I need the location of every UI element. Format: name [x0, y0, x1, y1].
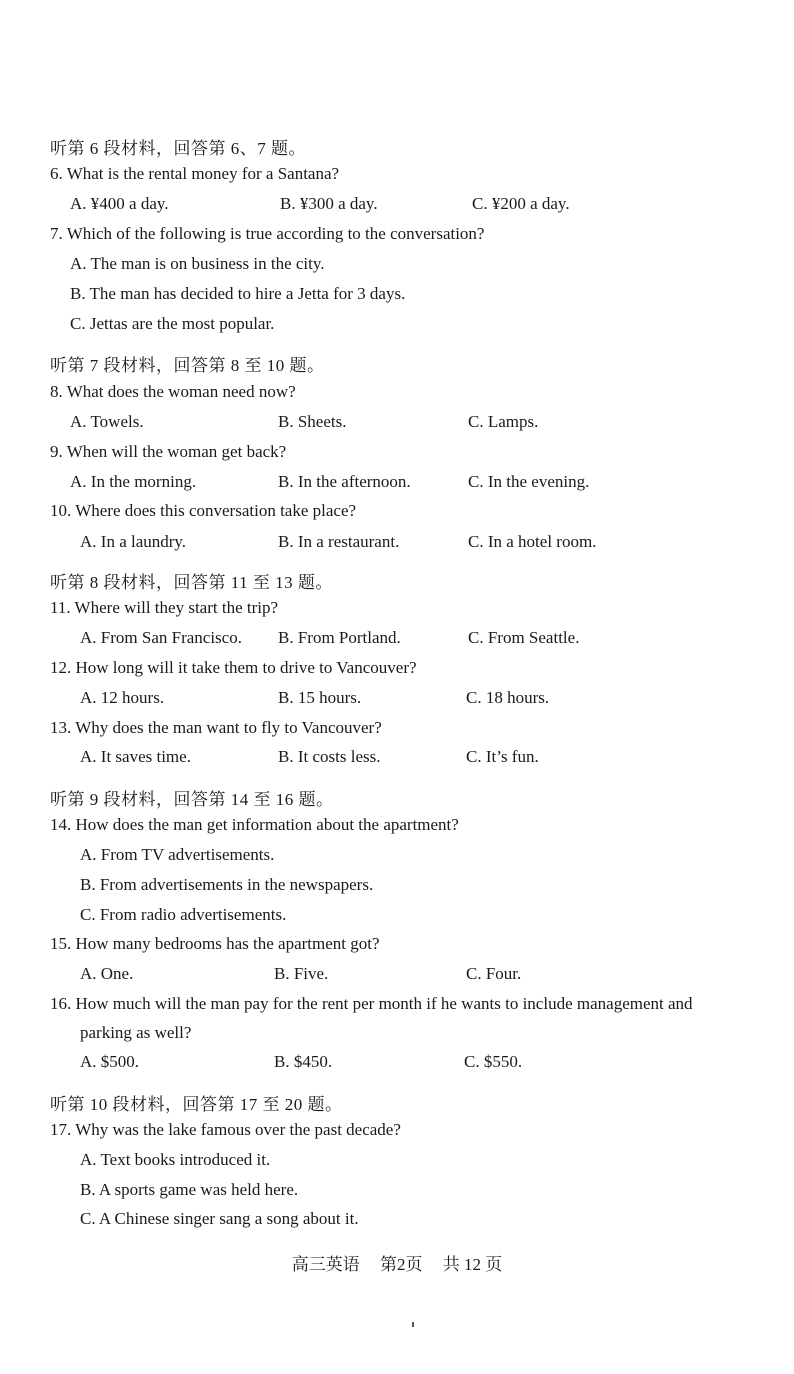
question-16-option-a: A. $500. [80, 1052, 140, 1071]
question-8-option-a: A. Towels. [70, 412, 144, 431]
question-14-option-a: A. From TV advertisements. [80, 845, 275, 864]
page-footer [0, 1250, 794, 1275]
section-heading-9: 听第 9 段材料，回答第 14 至 16 题。 [50, 790, 334, 809]
question-7: 7. Which of the following is true according to the conversation? [50, 224, 485, 243]
question-10-option-c: C. In a hotel room. [468, 532, 597, 551]
question-11-option-b: B. From Portland. [278, 628, 401, 647]
scan-speck [412, 1322, 414, 1327]
question-11-option-c: C. From Seattle. [468, 628, 580, 647]
question-8-option-b: B. Sheets. [278, 412, 347, 431]
question-6-option-a: A. ¥400 a day. [70, 194, 169, 213]
question-13-option-b: B. It costs less. [278, 747, 381, 766]
question-8: 8. What does the woman need now? [50, 382, 296, 401]
question-15-option-c: C. Four. [466, 964, 522, 983]
section-heading-6: 听第 6 段材料，回答第 6、7 题。 [50, 139, 306, 158]
question-16-line-2: parking as well? [80, 1023, 192, 1042]
question-14-option-c: C. From radio advertisements. [80, 905, 287, 924]
question-17-option-a: A. Text books introduced it. [80, 1150, 271, 1169]
footer-total-pages: 共 12 页 [442, 1255, 503, 1274]
question-17-option-c: C. A Chinese singer sang a song about it. [80, 1209, 359, 1228]
footer-subject: 高三英语 [291, 1255, 360, 1274]
question-6: 6. What is the rental money for a Santana? [50, 164, 340, 183]
question-8-option-c: C. Lamps. [468, 412, 539, 431]
question-12-option-c: C. 18 hours. [466, 688, 550, 707]
question-6-option-c: C. ¥200 a day. [472, 194, 570, 213]
question-12-option-a: A. 12 hours. [80, 688, 165, 707]
footer-page-number: 第2页 [380, 1255, 423, 1274]
question-14: 14. How does the man get information about the apartment? [50, 815, 459, 834]
question-9-option-c: C. In the evening. [468, 472, 590, 491]
question-10: 10. Where does this conversation take place? [50, 501, 357, 520]
question-7-option-c: C. Jettas are the most popular. [70, 314, 275, 333]
question-16-option-c: C. $550. [464, 1052, 523, 1071]
question-11-option-a: A. From San Francisco. [80, 628, 242, 647]
question-15-option-a: A. One. [80, 964, 134, 983]
question-16-option-b: B. $450. [274, 1052, 333, 1071]
question-7-option-b: B. The man has decided to hire a Jetta for 3 days. [70, 284, 406, 303]
question-14-option-b: B. From advertisements in the newspapers. [80, 875, 374, 894]
question-9-option-a: A. In the morning. [70, 472, 197, 491]
section-heading-8: 听第 8 段材料，回答第 11 至 13 题。 [50, 573, 333, 592]
question-16-line-1: 16. How much will the man pay for the rent per month if he wants to include management and [50, 994, 693, 1013]
question-10-option-b: B. In a restaurant. [278, 532, 400, 551]
question-15: 15. How many bedrooms has the apartment got? [50, 934, 380, 953]
question-7-option-a: A. The man is on business in the city. [70, 254, 325, 273]
question-12-option-b: B. 15 hours. [278, 688, 362, 707]
section-heading-10: 听第 10 段材料，回答第 17 至 20 题。 [50, 1095, 343, 1114]
question-17-option-b: B. A sports game was held here. [80, 1180, 299, 1199]
question-6-option-b: B. ¥300 a day. [280, 194, 378, 213]
question-11: 11. Where will they start the trip? [50, 598, 279, 617]
question-13-option-c: C. It’s fun. [466, 747, 539, 766]
question-9-option-b: B. In the afternoon. [278, 472, 411, 491]
question-13: 13. Why does the man want to fly to Vancouver? [50, 718, 382, 737]
section-heading-7: 听第 7 段材料，回答第 8 至 10 题。 [50, 356, 325, 375]
question-12: 12. How long will it take them to drive to Vancouver? [50, 658, 417, 677]
question-9: 9. When will the woman get back? [50, 442, 287, 461]
question-10-option-a: A. In a laundry. [80, 532, 187, 551]
question-15-option-b: B. Five. [274, 964, 329, 983]
question-13-option-a: A. It saves time. [80, 747, 191, 766]
question-17: 17. Why was the lake famous over the past decade? [50, 1120, 401, 1139]
